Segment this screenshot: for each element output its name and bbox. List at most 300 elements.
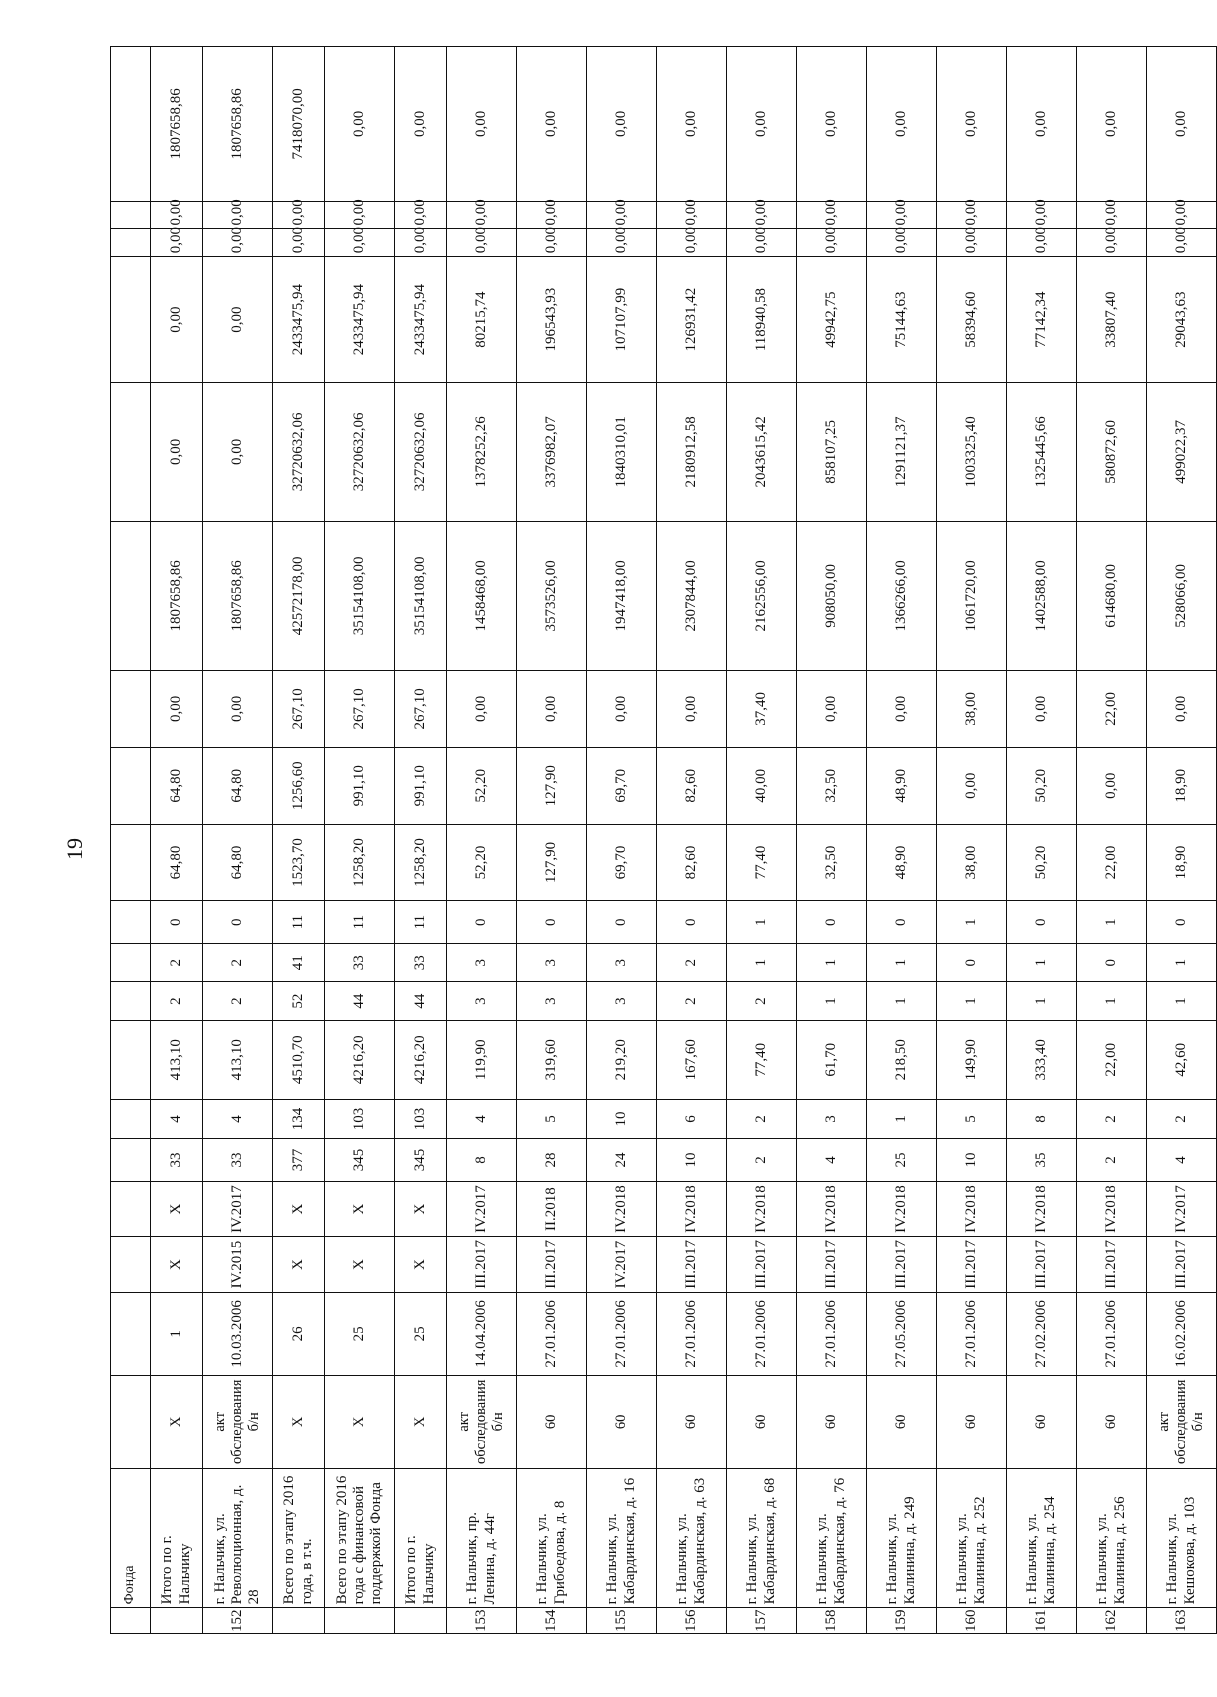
table-row — [447, 47, 517, 1634]
quarter-end-cell: IV.2017 — [203, 1181, 273, 1236]
basis-cell: 60 — [1007, 1375, 1077, 1468]
premises-private-cell: 1 — [727, 944, 797, 982]
quarter-start-cell: Х — [395, 1237, 447, 1292]
table-row — [1007, 47, 1077, 1634]
quarter-end-cell: IV.2018 — [797, 1181, 867, 1236]
republic-cost-cell: 2433475,94 — [273, 257, 325, 383]
total-cost-cell: 1807658,86 — [151, 521, 203, 670]
resettled-area-cell: 1258,20 — [325, 824, 395, 901]
premises-private-cell: 1 — [797, 944, 867, 982]
area-municipal-cell: 0,00 — [203, 671, 273, 748]
premises-private-cell: 3 — [587, 944, 657, 982]
premises-total-cell: 2 — [727, 982, 797, 1020]
date-cell: 26 — [273, 1292, 325, 1375]
total-cost-cell: 614680,00 — [1077, 521, 1147, 670]
extra-cost-cell: 0,00 — [203, 201, 273, 229]
area-private-cell: 18,90 — [1147, 747, 1217, 824]
premises-cell: 103 — [325, 1099, 395, 1138]
local-cost-cell: 0,00 — [587, 229, 657, 257]
premises-municipal-cell: 1 — [1077, 901, 1147, 944]
date-cell: 1 — [151, 1292, 203, 1375]
residents-cell: 345 — [395, 1139, 447, 1182]
area-cell: 119,90 — [447, 1020, 517, 1099]
row-number — [325, 1608, 395, 1634]
row-number: 156 — [657, 1608, 727, 1634]
area-municipal-cell: 0,00 — [657, 671, 727, 748]
row-number: 160 — [937, 1608, 1007, 1634]
extra-cost-cell: 0,00 — [517, 201, 587, 229]
residents-cell: 25 — [867, 1139, 937, 1182]
premises-total-cell: 1 — [937, 982, 1007, 1020]
premises-municipal-cell: 0 — [867, 901, 937, 944]
residents-cell: 10 — [937, 1139, 1007, 1182]
other-cost-cell: 1807658,86 — [203, 47, 273, 202]
premises-cell: 3 — [797, 1099, 867, 1138]
address-cell: г. Нальчик, ул. Калинина, д. 249 — [867, 1468, 937, 1608]
other-cost-cell: 0,00 — [727, 47, 797, 202]
premises-cell: 6 — [657, 1099, 727, 1138]
premises-cell: 1 — [867, 1099, 937, 1138]
extra-cost-cell: 0,00 — [797, 201, 867, 229]
quarter-start-cell: III.2017 — [1147, 1237, 1217, 1292]
row-number: 155 — [587, 1608, 657, 1634]
fund-cost-cell: 0,00 — [203, 383, 273, 522]
date-cell: 27.01.2006 — [587, 1292, 657, 1375]
quarter-start-cell: Х — [325, 1237, 395, 1292]
page-number: 19 — [62, 838, 87, 860]
resettled-area-cell: 22,00 — [1077, 824, 1147, 901]
residents-cell: 28 — [517, 1139, 587, 1182]
quarter-end-cell: Х — [395, 1181, 447, 1236]
table-row — [1077, 47, 1147, 1634]
quarter-start-cell: III.2017 — [867, 1237, 937, 1292]
quarter-end-cell: IV.2018 — [657, 1181, 727, 1236]
other-cost-cell: 0,00 — [1007, 47, 1077, 202]
premises-cell: 4 — [151, 1099, 203, 1138]
date-cell: 27.01.2006 — [797, 1292, 867, 1375]
quarter-start-cell: III.2017 — [727, 1237, 797, 1292]
premises-total-cell: 3 — [447, 982, 517, 1020]
table-row — [325, 47, 395, 1634]
fund-cost-cell: 1003325,40 — [937, 383, 1007, 522]
resettled-area-cell: 64,80 — [151, 824, 203, 901]
area-cell: 61,70 — [797, 1020, 867, 1099]
address-cell: г. Нальчик, ул. Калинина, д. 252 — [937, 1468, 1007, 1608]
local-cost-cell: 0,00 — [1077, 229, 1147, 257]
local-cost-cell: 0,00 — [395, 229, 447, 257]
basis-cell: Х — [273, 1375, 325, 1468]
premises-total-cell: 2 — [151, 982, 203, 1020]
row-number — [151, 1608, 203, 1634]
table-row — [1147, 47, 1217, 1634]
premises-municipal-cell: 0 — [203, 901, 273, 944]
basis-cell: Х — [151, 1375, 203, 1468]
row-number: 152 — [203, 1608, 273, 1634]
premises-total-cell: 1 — [867, 982, 937, 1020]
area-municipal-cell: 37,40 — [727, 671, 797, 748]
quarter-end-cell: IV.2018 — [937, 1181, 1007, 1236]
quarter-end-cell: IV.2018 — [867, 1181, 937, 1236]
premises-municipal-cell: 0 — [797, 901, 867, 944]
extra-cost-cell: 0,00 — [151, 201, 203, 229]
row-number: 163 — [1147, 1608, 1217, 1634]
basis-cell: 60 — [1077, 1375, 1147, 1468]
extra-cost-cell: 0,00 — [1147, 201, 1217, 229]
premises-private-cell: 2 — [203, 944, 273, 982]
basis-cell: 60 — [797, 1375, 867, 1468]
table-row — [727, 47, 797, 1634]
quarter-start-cell: Х — [273, 1237, 325, 1292]
fund-cost-cell: 499022,37 — [1147, 383, 1217, 522]
basis-cell: акт обследования б/н — [203, 1375, 273, 1468]
republic-cost-cell: 80215,74 — [447, 257, 517, 383]
premises-private-cell: 2 — [151, 944, 203, 982]
row-number: 153 — [447, 1608, 517, 1634]
premises-municipal-cell: 1 — [727, 901, 797, 944]
premises-total-cell: 1 — [1077, 982, 1147, 1020]
area-cell: 319,60 — [517, 1020, 587, 1099]
basis-cell: 60 — [937, 1375, 1007, 1468]
resettled-area-cell: 38,00 — [937, 824, 1007, 901]
other-cost-cell: 0,00 — [395, 47, 447, 202]
fund-cost-cell: 858107,25 — [797, 383, 867, 522]
republic-cost-cell: 118940,58 — [727, 257, 797, 383]
area-cell: 22,00 — [1077, 1020, 1147, 1099]
total-cost-cell: 3573526,00 — [517, 521, 587, 670]
area-private-cell: 32,50 — [797, 747, 867, 824]
premises-municipal-cell: 0 — [517, 901, 587, 944]
row-number: 159 — [867, 1608, 937, 1634]
premises-cell: 103 — [395, 1099, 447, 1138]
other-cost-cell: 0,00 — [447, 47, 517, 202]
extra-cost-cell: 0,00 — [395, 201, 447, 229]
extra-cost-cell: 0,00 — [587, 201, 657, 229]
premises-municipal-cell: 0 — [1007, 901, 1077, 944]
area-private-cell: 127,90 — [517, 747, 587, 824]
republic-cost-cell: 58394,60 — [937, 257, 1007, 383]
premises-private-cell: 0 — [937, 944, 1007, 982]
row-number — [395, 1608, 447, 1634]
area-cell: 218,50 — [867, 1020, 937, 1099]
total-cost-cell: 1061720,00 — [937, 521, 1007, 670]
premises-private-cell: 41 — [273, 944, 325, 982]
residents-cell: 8 — [447, 1139, 517, 1182]
resettled-area-cell: 18,90 — [1147, 824, 1217, 901]
total-cost-cell: 2307844,00 — [657, 521, 727, 670]
other-cost-cell: 0,00 — [937, 47, 1007, 202]
date-cell: 27.05.2006 — [867, 1292, 937, 1375]
table-row — [517, 47, 587, 1634]
quarter-end-cell: IV.2018 — [587, 1181, 657, 1236]
residents-cell: 4 — [1147, 1139, 1217, 1182]
premises-municipal-cell: 1 — [937, 901, 1007, 944]
fund-cost-cell: 2180912,58 — [657, 383, 727, 522]
premises-total-cell: 3 — [517, 982, 587, 1020]
address-cell: г. Нальчик, ул. Кабардинская, д. 76 — [797, 1468, 867, 1608]
address-cell: г. Нальчик, ул. Кабардинская, д. 16 — [587, 1468, 657, 1608]
date-cell: 25 — [325, 1292, 395, 1375]
total-cost-cell: 42572178,00 — [273, 521, 325, 670]
basis-cell: акт обследования б/н — [1147, 1375, 1217, 1468]
premises-cell: 2 — [1147, 1099, 1217, 1138]
premises-municipal-cell: 0 — [151, 901, 203, 944]
fund-cost-cell: 1840310,01 — [587, 383, 657, 522]
table-row — [587, 47, 657, 1634]
other-cost-cell: 0,00 — [517, 47, 587, 202]
republic-cost-cell: 75144,63 — [867, 257, 937, 383]
table-row — [657, 47, 727, 1634]
resettled-area-cell: 50,20 — [1007, 824, 1077, 901]
row-number — [273, 1608, 325, 1634]
premises-municipal-cell: 11 — [325, 901, 395, 944]
area-private-cell: 0,00 — [1077, 747, 1147, 824]
address-cell: г. Нальчик, ул. Революционная, д. 28 — [203, 1468, 273, 1608]
other-cost-cell: 7418070,00 — [273, 47, 325, 202]
housing-program-table — [110, 46, 1217, 1634]
area-cell: 149,90 — [937, 1020, 1007, 1099]
area-private-cell: 64,80 — [203, 747, 273, 824]
date-cell: 10.03.2006 — [203, 1292, 273, 1375]
area-cell: 4216,20 — [395, 1020, 447, 1099]
date-cell: 27.02.2006 — [1007, 1292, 1077, 1375]
date-cell: 16.02.2006 — [1147, 1292, 1217, 1375]
local-cost-cell: 0,00 — [447, 229, 517, 257]
premises-total-cell: 52 — [273, 982, 325, 1020]
fund-cost-cell: 1325445,66 — [1007, 383, 1077, 522]
other-cost-cell: 0,00 — [797, 47, 867, 202]
local-cost-cell: 0,00 — [867, 229, 937, 257]
quarter-start-cell: III.2017 — [937, 1237, 1007, 1292]
quarter-start-cell: III.2017 — [517, 1237, 587, 1292]
premises-cell: 8 — [1007, 1099, 1077, 1138]
residents-cell: 33 — [203, 1139, 273, 1182]
area-cell: 167,60 — [657, 1020, 727, 1099]
row-number: 161 — [1007, 1608, 1077, 1634]
resettled-area-cell: 48,90 — [867, 824, 937, 901]
premises-cell: 5 — [517, 1099, 587, 1138]
area-cell: 413,10 — [203, 1020, 273, 1099]
area-municipal-cell: 0,00 — [447, 671, 517, 748]
date-cell: 27.01.2006 — [1077, 1292, 1147, 1375]
area-municipal-cell: 267,10 — [273, 671, 325, 748]
area-cell: 77,40 — [727, 1020, 797, 1099]
republic-cost-cell: 0,00 — [203, 257, 273, 383]
area-cell: 4510,70 — [273, 1020, 325, 1099]
table-body — [111, 47, 1217, 1634]
total-cost-cell: 2162556,00 — [727, 521, 797, 670]
area-municipal-cell: 267,10 — [395, 671, 447, 748]
other-cost-cell: 0,00 — [325, 47, 395, 202]
republic-cost-cell: 107107,99 — [587, 257, 657, 383]
premises-total-cell: 1 — [1147, 982, 1217, 1020]
date-cell: 25 — [395, 1292, 447, 1375]
quarter-start-cell: IV.2017 — [587, 1237, 657, 1292]
table-row — [203, 47, 273, 1634]
address-cell: Всего по этапу 2016 года с финансовой поддержкой Фонда — [325, 1468, 395, 1608]
area-private-cell: 82,60 — [657, 747, 727, 824]
address-cell: г. Нальчик, ул. Кабардинская, д. 63 — [657, 1468, 727, 1608]
fund-cost-cell: 1291121,37 — [867, 383, 937, 522]
row-number: 162 — [1077, 1608, 1147, 1634]
total-cost-cell: 35154108,00 — [395, 521, 447, 670]
date-cell: 27.01.2006 — [937, 1292, 1007, 1375]
area-private-cell: 40,00 — [727, 747, 797, 824]
address-cell: Итого по г. Нальчику — [151, 1468, 203, 1608]
local-cost-cell: 0,00 — [151, 229, 203, 257]
quarter-end-cell: IV.2018 — [1007, 1181, 1077, 1236]
basis-cell: Х — [325, 1375, 395, 1468]
extra-cost-cell: 0,00 — [867, 201, 937, 229]
quarter-start-cell: Х — [151, 1237, 203, 1292]
residents-cell: 377 — [273, 1139, 325, 1182]
premises-private-cell: 1 — [867, 944, 937, 982]
premises-total-cell: 1 — [797, 982, 867, 1020]
extra-cost-cell: 0,00 — [1007, 201, 1077, 229]
local-cost-cell: 0,00 — [1147, 229, 1217, 257]
premises-cell: 4 — [447, 1099, 517, 1138]
residents-cell: 10 — [657, 1139, 727, 1182]
premises-cell: 2 — [727, 1099, 797, 1138]
local-cost-cell: 0,00 — [325, 229, 395, 257]
premises-private-cell: 3 — [447, 944, 517, 982]
premises-private-cell: 0 — [1077, 944, 1147, 982]
fund-cost-cell: 1378252,26 — [447, 383, 517, 522]
local-cost-cell: 0,00 — [273, 229, 325, 257]
premises-cell: 134 — [273, 1099, 325, 1138]
fund-cost-cell: 32720632,06 — [395, 383, 447, 522]
total-cost-cell: 908050,00 — [797, 521, 867, 670]
resettled-area-cell: 77,40 — [727, 824, 797, 901]
republic-cost-cell: 29043,63 — [1147, 257, 1217, 383]
fund-cost-cell: 32720632,06 — [273, 383, 325, 522]
resettled-area-cell: 1523,70 — [273, 824, 325, 901]
area-municipal-cell: 0,00 — [1007, 671, 1077, 748]
area-private-cell: 991,10 — [325, 747, 395, 824]
table-row — [395, 47, 447, 1634]
table-row — [867, 47, 937, 1634]
resettled-area-cell: 69,70 — [587, 824, 657, 901]
premises-municipal-cell: 0 — [447, 901, 517, 944]
republic-cost-cell: 2433475,94 — [395, 257, 447, 383]
total-cost-cell: 1458468,00 — [447, 521, 517, 670]
header-cell: Фонда — [111, 1468, 151, 1608]
area-municipal-cell: 0,00 — [1147, 671, 1217, 748]
area-private-cell: 1256,60 — [273, 747, 325, 824]
basis-cell: акт обследования б/н — [447, 1375, 517, 1468]
basis-cell: 60 — [867, 1375, 937, 1468]
republic-cost-cell: 2433475,94 — [325, 257, 395, 383]
resettled-area-cell: 82,60 — [657, 824, 727, 901]
area-private-cell: 991,10 — [395, 747, 447, 824]
row-number: 157 — [727, 1608, 797, 1634]
basis-cell: 60 — [727, 1375, 797, 1468]
resettled-area-cell: 127,90 — [517, 824, 587, 901]
basis-cell: 60 — [587, 1375, 657, 1468]
premises-total-cell: 3 — [587, 982, 657, 1020]
header-row — [111, 47, 151, 1634]
extra-cost-cell: 0,00 — [273, 201, 325, 229]
other-cost-cell: 0,00 — [867, 47, 937, 202]
residents-cell: 35 — [1007, 1139, 1077, 1182]
premises-cell: 2 — [1077, 1099, 1147, 1138]
area-private-cell: 48,90 — [867, 747, 937, 824]
premises-municipal-cell: 0 — [1147, 901, 1217, 944]
area-cell: 219,20 — [587, 1020, 657, 1099]
address-cell: Всего по этапу 2016 года, в т.ч. — [273, 1468, 325, 1608]
area-municipal-cell: 38,00 — [937, 671, 1007, 748]
area-municipal-cell: 0,00 — [867, 671, 937, 748]
other-cost-cell: 1807658,86 — [151, 47, 203, 202]
total-cost-cell: 1947418,00 — [587, 521, 657, 670]
total-cost-cell: 35154108,00 — [325, 521, 395, 670]
premises-private-cell: 2 — [657, 944, 727, 982]
premises-private-cell: 1 — [1007, 944, 1077, 982]
extra-cost-cell: 0,00 — [1077, 201, 1147, 229]
local-cost-cell: 0,00 — [657, 229, 727, 257]
quarter-end-cell: IV.2018 — [727, 1181, 797, 1236]
local-cost-cell: 0,00 — [727, 229, 797, 257]
other-cost-cell: 0,00 — [657, 47, 727, 202]
premises-private-cell: 33 — [395, 944, 447, 982]
premises-total-cell: 2 — [657, 982, 727, 1020]
total-cost-cell: 1366266,00 — [867, 521, 937, 670]
address-cell: г. Нальчик, ул. Калинина, д. 254 — [1007, 1468, 1077, 1608]
row-number: 158 — [797, 1608, 867, 1634]
republic-cost-cell: 126931,42 — [657, 257, 727, 383]
table-row — [797, 47, 867, 1634]
republic-cost-cell: 196543,93 — [517, 257, 587, 383]
resettled-area-cell: 52,20 — [447, 824, 517, 901]
extra-cost-cell: 0,00 — [937, 201, 1007, 229]
other-cost-cell: 0,00 — [1077, 47, 1147, 202]
quarter-start-cell: III.2017 — [1077, 1237, 1147, 1292]
quarter-start-cell: III.2017 — [1007, 1237, 1077, 1292]
resettled-area-cell: 64,80 — [203, 824, 273, 901]
area-private-cell: 64,80 — [151, 747, 203, 824]
address-cell: г. Нальчик, ул. Кабардинская, д. 68 — [727, 1468, 797, 1608]
quarter-start-cell: IV.2015 — [203, 1237, 273, 1292]
address-cell: Итого по г. Нальчику — [395, 1468, 447, 1608]
quarter-end-cell: II.2018 — [517, 1181, 587, 1236]
area-private-cell: 52,20 — [447, 747, 517, 824]
area-cell: 42,60 — [1147, 1020, 1217, 1099]
area-cell: 333,40 — [1007, 1020, 1077, 1099]
extra-cost-cell: 0,00 — [447, 201, 517, 229]
table-row — [937, 47, 1007, 1634]
republic-cost-cell: 49942,75 — [797, 257, 867, 383]
extra-cost-cell: 0,00 — [727, 201, 797, 229]
quarter-end-cell: IV.2017 — [447, 1181, 517, 1236]
basis-cell: Х — [395, 1375, 447, 1468]
other-cost-cell: 0,00 — [1147, 47, 1217, 202]
fund-cost-cell: 32720632,06 — [325, 383, 395, 522]
residents-cell: 345 — [325, 1139, 395, 1182]
republic-cost-cell: 33807,40 — [1077, 257, 1147, 383]
row-number: 154 — [517, 1608, 587, 1634]
date-cell: 14.04.2006 — [447, 1292, 517, 1375]
premises-cell: 4 — [203, 1099, 273, 1138]
premises-total-cell: 2 — [203, 982, 273, 1020]
local-cost-cell: 0,00 — [203, 229, 273, 257]
other-cost-cell: 0,00 — [587, 47, 657, 202]
total-cost-cell: 1402588,00 — [1007, 521, 1077, 670]
quarter-start-cell: III.2017 — [797, 1237, 867, 1292]
rotated-table-container — [110, 46, 1206, 1634]
premises-total-cell: 1 — [1007, 982, 1077, 1020]
quarter-end-cell: Х — [273, 1181, 325, 1236]
republic-cost-cell: 0,00 — [151, 257, 203, 383]
premises-municipal-cell: 11 — [395, 901, 447, 944]
